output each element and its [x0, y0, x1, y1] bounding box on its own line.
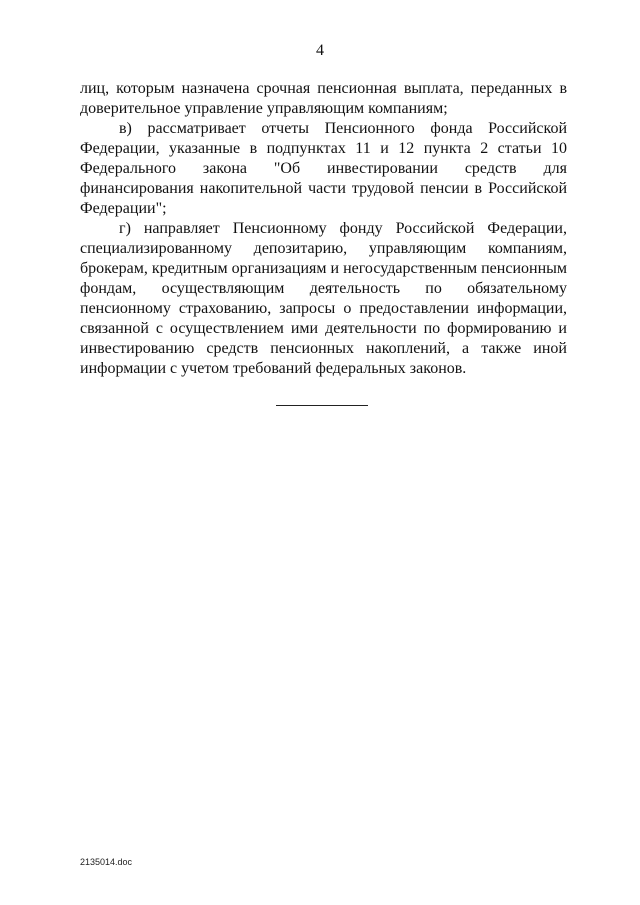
- paragraph-item-v: в) рассматривает отчеты Пенсионного фонда Российской Федерации, указанные в подпунктах 11 и 12 пункта 2 статьи 10 Федерального закона "Об инвестировании средств для финансирования накопительной части трудовой пенсии в Российской Федерации";: [80, 120, 567, 217]
- paragraph-item-g: г) направляет Пенсионному фонду Российской Федерации, специализированному депозитарию, управляющим компаниям, брокерам, кредитным организациям и негосударственным пенсионным фондам, осуществляющим деятельность по обязательному пенсионному страхованию, запросы о предоставлении информации, связанной с осуществлением ими деятельности по формированию и инвестированию средств пенсионных накоплений, а также иной информации с учетом требований федеральных законов.: [80, 220, 567, 377]
- page-number: 4: [316, 42, 324, 59]
- document-body: [80, 79, 567, 379]
- paragraph-continuation: лиц, которым назначена срочная пенсионная выплата, переданных в доверительное управление управляющим компаниям;: [80, 80, 567, 117]
- end-divider: [276, 405, 368, 406]
- footer-document-code: 2135014.doc: [80, 857, 133, 867]
